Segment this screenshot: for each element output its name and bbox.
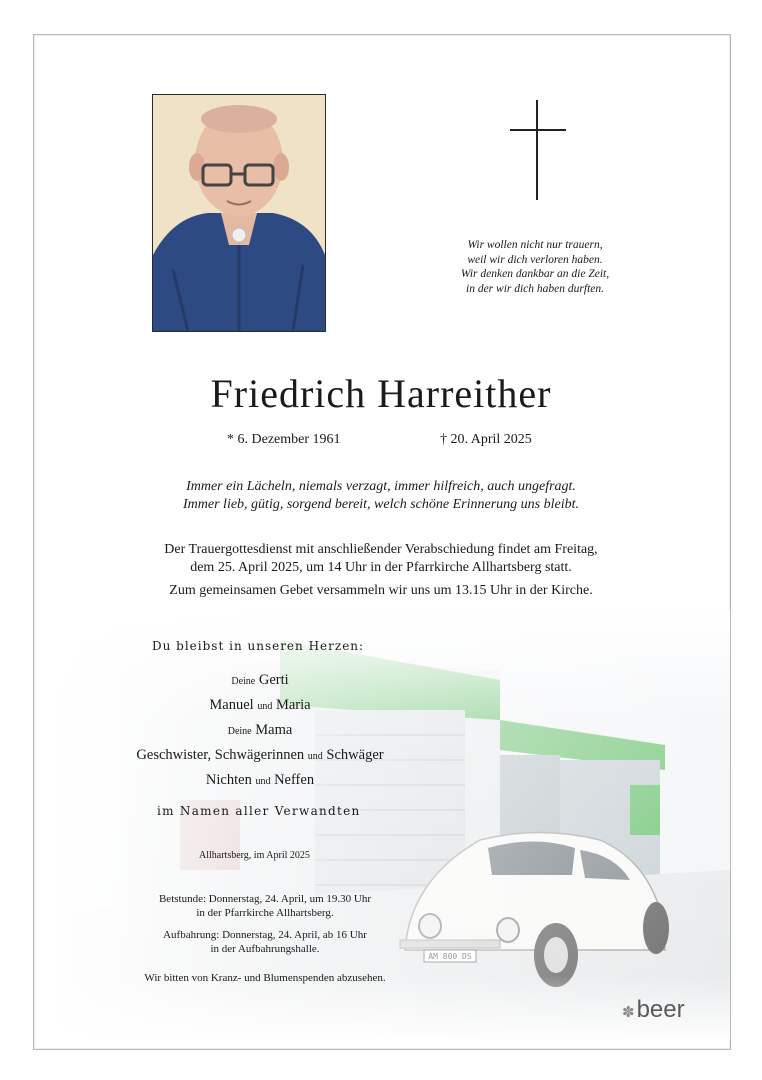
family-row — [90, 668, 430, 693]
service-line: dem 25. April 2025, um 14 Uhr in der Pfarrkirche Allhartsberg statt. — [190, 560, 572, 575]
viewing-note — [100, 929, 430, 956]
funeral-service-text — [0, 541, 762, 577]
family-row — [90, 693, 430, 718]
poem-line: Wir wollen nicht nur trauern, — [467, 239, 603, 251]
portrait-photo — [152, 94, 326, 332]
family-name: Schwäger — [326, 747, 384, 763]
note-line: in der Aufbahrungshalle. — [210, 942, 320, 955]
family-conjunction: und — [307, 751, 323, 762]
cross-icon-bar — [510, 129, 566, 131]
family-list — [90, 668, 430, 793]
family-name: Gerti — [258, 672, 289, 688]
family-conjunction: und — [255, 776, 271, 787]
note-line: in der Pfarrkirche Allhartsberg. — [196, 906, 334, 919]
family-name: Maria — [275, 697, 311, 713]
family-row — [90, 743, 430, 768]
poem-line: weil wir dich verloren haben. — [467, 253, 603, 266]
note-line: Betstunde: Donnerstag, 24. April, um 19.30 Uhr — [158, 893, 372, 905]
family-name: Geschwister, Schwägerinnen — [136, 747, 305, 763]
poem-line: Wir denken dankbar an die Zeit, — [460, 268, 610, 280]
motto-line: Immer ein Lächeln, niemals verzagt, immer hilfreich, auch ungefragt. — [186, 479, 576, 494]
vigil-note — [100, 893, 430, 920]
relatives-line: im Namen aller Verwandten — [157, 804, 361, 818]
family-name: Manuel — [209, 697, 254, 713]
poem — [420, 238, 650, 296]
family-row — [90, 768, 430, 793]
prayer-text: Zum gemeinsamen Gebet versammeln wir uns um 13.15 Uhr in der Kirche. — [169, 583, 593, 598]
note-line: Aufbahrung: Donnerstag, 24. April, ab 16 Uhr — [163, 929, 367, 941]
cross-icon — [536, 100, 538, 200]
flowers-note: Wir bitten von Kranz- und Blumenspenden abzusehen. — [144, 972, 386, 984]
family-row — [90, 718, 430, 743]
motto-line: Immer lieb, gütig, sorgend bereit, welch schöne Erinnerung uns bleibt. — [183, 497, 579, 512]
family-prefix: Deine — [231, 676, 256, 687]
service-line: Der Trauergottesdienst mit anschließender Verabschiedung findet am Freitag, — [164, 542, 598, 557]
place-date: Allhartsberg, im April 2025 — [199, 850, 310, 861]
poem-line: in der wir dich haben durften. — [466, 282, 604, 295]
family-prefix: Deine — [227, 726, 252, 737]
dandelion-icon: ✽ — [622, 1004, 635, 1021]
death-date: † 20. April 2025 — [440, 432, 532, 447]
family-name: Nichten — [205, 772, 252, 788]
logo-text: beer — [636, 996, 685, 1023]
mourners-heading: Du bleibst in unseren Herzen: — [152, 639, 365, 653]
motto — [0, 478, 762, 514]
birth-date: * 6. Dezember 1961 — [227, 432, 341, 447]
family-name: Neffen — [274, 772, 315, 788]
beer-logo — [622, 996, 685, 1024]
family-conjunction: und — [257, 701, 273, 712]
family-name: Mama — [255, 722, 293, 738]
deceased-name: Friedrich Harreither — [210, 371, 552, 416]
